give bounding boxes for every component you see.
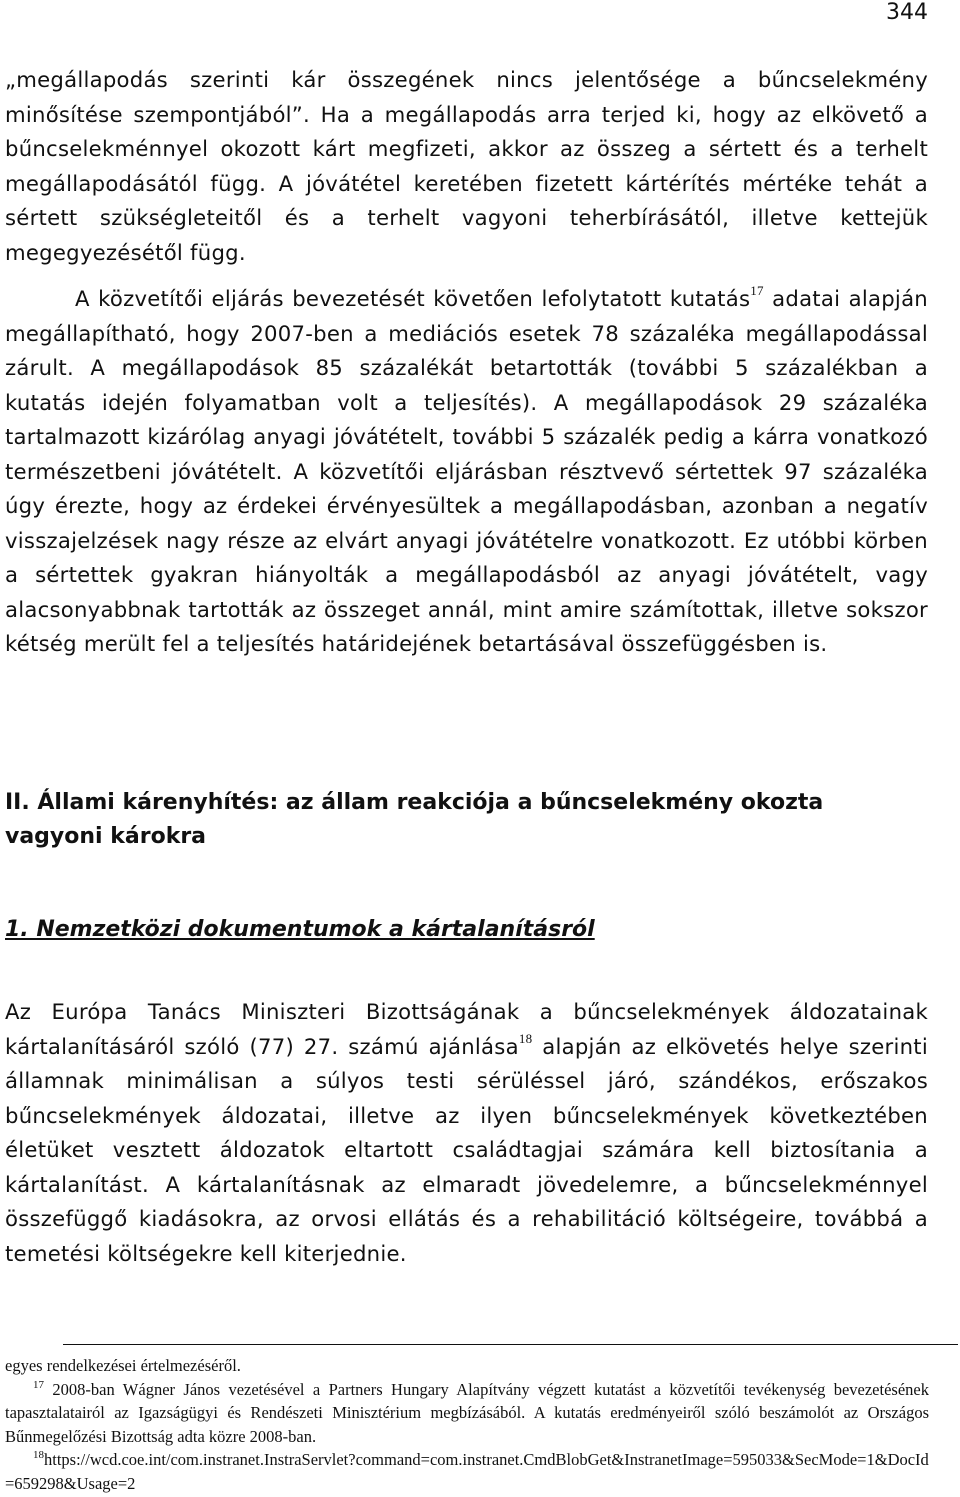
paragraph-2-start: A közvetítői eljárás bevezetését követően lefolytatott kutatás — [75, 286, 751, 311]
footnote-ref-18[interactable]: 18 — [518, 1030, 533, 1046]
footnotes — [5, 1354, 929, 1495]
paragraph-3-rest: alapján az elkövetés helye szerinti államnak minimálisan a súlyos testi sérüléssel járó, szándékos, erőszakos bűncselekmények áldozatai, illetve az ilyen bűncselekmények következtében életüket vesztett áldozatok eltartott családtagjai számára kell biztosítania a kártalanítást. A kártalanításnak az elmaradt jövedelemre, a bűncselekménnyel összefüggő kiadásokra, az orvosi ellátás és a rehabilitáció költségeire, továbbá a temetési költségekre kell kiterjednie. — [5, 1033, 928, 1266]
paragraph-1: „megállapodás szerinti kár összegének nincs jelentősége a bűncselekmény minősítése szempontjából”. Ha a megállapodás arra terjed ki, hogy az elkövető a bűncselekménnyel okozott kárt megfizeti, akkor az összeg a sértett és a terhelt megállapodásától függ. A jóvátétel keretében fizetett kártérítés mértéke tehát a sértett szükségleteitől és a terhelt vagyoni teherbírásától, illetve kettejük megegyezésétől függ. — [5, 67, 928, 265]
paragraph-3 — [5, 995, 928, 1271]
section-heading: II. Állami kárenyhítés: az állam reakciója a bűncselekmény okozta vagyoni károkra — [5, 790, 824, 849]
footnote-18-link[interactable]: https://wcd.coe.int/com.instranet.InstraServlet?command=com.instranet.CmdBlobGet&InstranetImage=595033&SecMode=1&DocId=659298&Usage=2 — [5, 1450, 929, 1493]
footnote-18-number: 18 — [33, 1449, 44, 1461]
page-number: 344 — [886, 0, 928, 25]
footnote-continued: egyes rendelkezései értelmezéséről. — [5, 1356, 241, 1375]
paragraph-3-start: Az Európa Tanács Miniszteri Bizottságának a bűncselekmények áldozatainak kártalanításáról szóló (77) 27. számú ajánlása — [5, 999, 928, 1059]
subsection-heading-text: 1. Nemzetközi dokumentumok a kártalanításról — [5, 917, 595, 942]
footnote-17-text: 2008-ban Wágner János vezetésével a Partners Hungary Alapítvány végzett kutatást a közvetítői tevékenység bevezetésének tapasztalatairól az Igazságügyi és Rendészeti Minisztérium megbízásából. A kutatás eredményeiről szóló beszámolót az Országos Bűnmegelőzési Bizottság adta közre 2008-ban. — [5, 1379, 929, 1446]
footnote-separator — [63, 1344, 958, 1345]
footnote-17-number: 17 — [33, 1378, 44, 1391]
footnote-17 — [5, 1378, 929, 1449]
footnote-ref-17[interactable]: 17 — [750, 283, 764, 298]
paragraph-2 — [5, 282, 928, 662]
paragraph-2-rest: adatai alapján megállapítható, hogy 2007-ben a mediációs esetek 78 százaléka megállapodással zárult. A megállapodások 85 százalékát betartották (további 5 százalékban a kutatás idején folyamatban volt a teljesítés). A megállapodások 29 százaléka tartalmazott kizárólag anyagi jóvátételt, további 5 százalék pedig a kárra vonatkozó természetbeni jóvátételt. A közvetítői eljárásban résztvevő sértettek 97 százaléka úgy érezte, hogy az érdekei érvényesültek a megállapodásban, azonban a negatív visszajelzések nagy része az elvárt anyagi jóvátételre vonatkozott. Ez utóbbi körben a sértettek gyakran hiányolták a megállapodásból az anyagi jóvátételt, vagy alacsonyabbnak tartották az összeget annál, mint amire számítottak, illetve sokszor kétség merült fel a teljesítés határidejének betartásával összefüggésben is. — [5, 286, 928, 656]
footnote-18 — [5, 1448, 929, 1495]
subsection-heading — [5, 913, 928, 947]
